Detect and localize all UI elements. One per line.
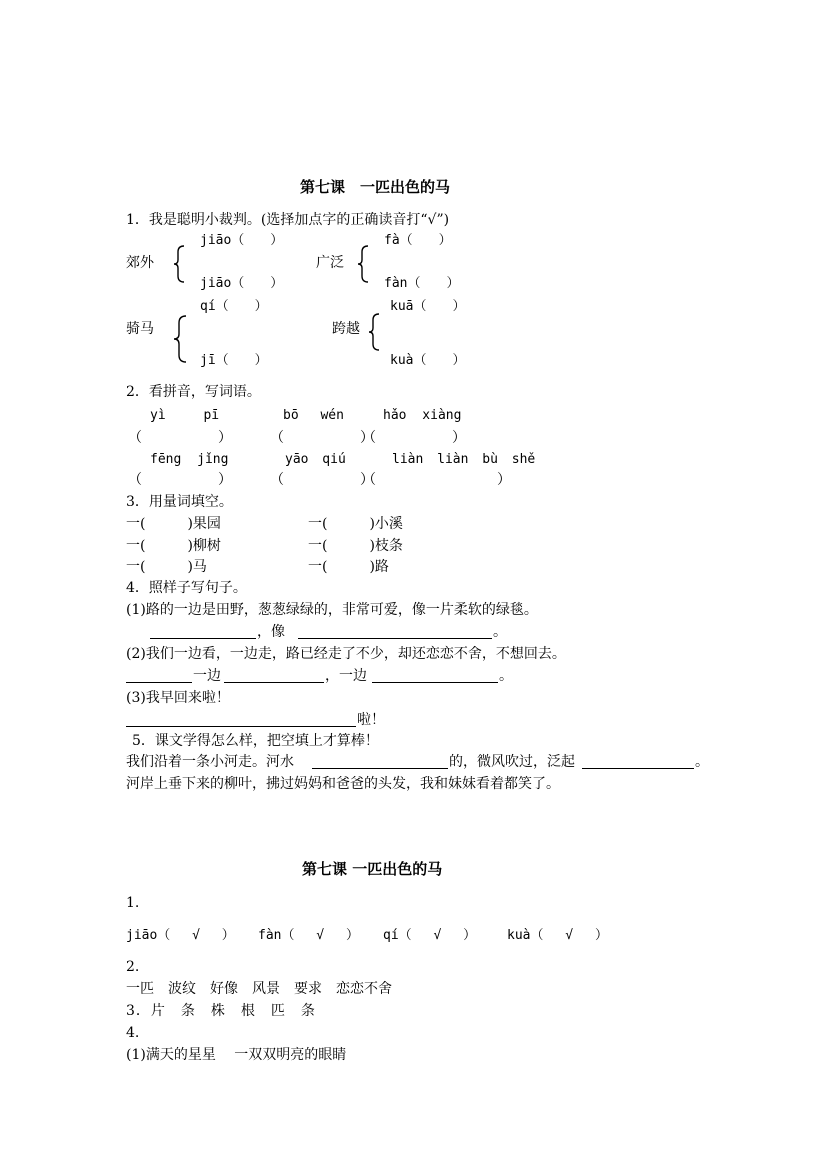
- q4-s1-blank-b[interactable]: [298, 638, 492, 639]
- q1-pair1-word: 郊外: [126, 255, 154, 271]
- q3-prompt: 3．用量词填空。: [126, 494, 233, 510]
- q5-blank-1[interactable]: [312, 768, 448, 769]
- q1-pair2-brace-icon: [356, 244, 372, 284]
- q4-s2-blank-a[interactable]: [126, 682, 192, 683]
- q4-s3-blank[interactable]: [126, 726, 356, 727]
- q2-row2-pinyin-2: yāo qiú: [285, 452, 346, 467]
- q3-item-1: 一( )果园: [126, 516, 221, 532]
- answer-1-item-3: qí（ √ ）: [383, 928, 477, 943]
- q1-pair4-brace-icon: [367, 312, 383, 352]
- q2-row2-box-2: （ ）: [270, 472, 375, 488]
- q4-s3-fill: 啦！: [357, 712, 385, 728]
- q2-prompt: 2．看拼音，写词语。: [126, 384, 261, 400]
- q2-row1-pinyin-1: yì pī: [150, 408, 220, 423]
- answer-1-item-2: fàn（ √ ）: [258, 928, 359, 943]
- q4-s1-blank-a[interactable]: [150, 638, 256, 639]
- q1-prompt: 1．我是聪明小裁判。(选择加点字的正确读音打“√”): [126, 212, 450, 228]
- q1-pair1-option-a: jiāo（ ）: [200, 233, 284, 248]
- page-title: 第七课 一匹出色的马: [300, 178, 451, 196]
- answer-1-label: 1.: [126, 895, 140, 911]
- q5-line1-b: 的，微风吹过，泛起: [449, 754, 575, 770]
- q2-row2-pinyin-1: fēng jǐng: [150, 452, 229, 467]
- answer-1-item-4: kuà（ √ ）: [507, 928, 608, 943]
- answer-4-label: 4.: [126, 1025, 140, 1041]
- q3-item-2: 一( )小溪: [308, 516, 403, 532]
- answer-2-text: 一匹 波纹 好像 风景 要求 恋恋不舍: [126, 981, 392, 997]
- q1-pair3-option-b: jī（ ）: [200, 353, 268, 368]
- q4-s2-blank-b[interactable]: [224, 682, 324, 683]
- q1-pair3-word: 骑马: [126, 321, 154, 337]
- q4-s2-fill-c: 。: [499, 668, 513, 684]
- q5-line2: 河岸上垂下来的柳叶，拂过妈妈和爸爸的头发，我和妹妹看着都笑了。: [126, 776, 560, 792]
- q4-prompt: 4．照样子写句子。: [126, 580, 247, 596]
- q5-line1-a: 我们沿着一条小河走。河水: [126, 754, 294, 770]
- q1-pair4-option-b: kuà（ ）: [390, 353, 466, 368]
- answers-title: 第七课 一匹出色的马: [302, 860, 443, 878]
- answer-3-text: 3．片 条 株 根 匹 条: [126, 1003, 316, 1019]
- q3-item-3: 一( )柳树: [126, 538, 221, 554]
- q2-row1-box-2: （ ）: [270, 430, 375, 446]
- q5-prompt: 5．课文学得怎么样，把空填上才算棒！: [132, 733, 379, 749]
- q2-row2-pinyin-3: liàn liàn bù shě: [392, 452, 536, 467]
- q4-s1-fill-b: 。: [493, 624, 507, 640]
- q3-item-4: 一( )枝条: [308, 538, 403, 554]
- q4-s2-fill-b: ，一边: [325, 668, 367, 684]
- q4-s1-fill-a: ，像: [257, 624, 285, 640]
- q1-pair1-option-b: jiāo（ ）: [200, 276, 284, 291]
- q1-pair4-word: 跨越: [332, 321, 360, 337]
- q4-sentence-3: (3)我早回来啦！: [126, 690, 230, 706]
- q4-s2-blank-c[interactable]: [372, 682, 498, 683]
- q1-pair2-option-a: fà（ ）: [384, 233, 452, 248]
- q1-pair3-brace-icon: [172, 314, 190, 364]
- q5-line1-c: 。: [695, 754, 709, 770]
- q3-item-5: 一( )马: [126, 559, 207, 575]
- q5-blank-2[interactable]: [582, 768, 694, 769]
- q2-row2-box-1: （ ）: [128, 472, 233, 488]
- q4-s2-fill-a: 一边: [193, 668, 221, 684]
- answer-4-text: (1)满天的星星 一双双明亮的眼睛: [126, 1047, 347, 1063]
- q1-pair2-option-b: fàn（ ）: [384, 276, 460, 291]
- q2-row1-pinyin-3: hǎo xiàng: [383, 408, 462, 423]
- q4-sentence-1: (1)路的一边是田野，葱葱绿绿的，非常可爱，像一片柔软的绿毯。: [126, 602, 538, 618]
- answer-1-item-1: jiāo（ √ ）: [126, 928, 235, 943]
- q2-row1-pinyin-2: bō wén: [283, 408, 344, 423]
- q4-sentence-2: (2)我们一边看，一边走，路已经走了不少，却还恋恋不舍，不想回去。: [126, 646, 566, 662]
- q1-pair4-option-a: kuā（ ）: [390, 299, 466, 314]
- q1-pair2-word: 广泛: [316, 255, 344, 271]
- answer-2-label: 2.: [126, 959, 140, 975]
- q2-row2-box-3: （ ）: [362, 472, 512, 488]
- q2-row1-box-1: （ ）: [128, 430, 233, 446]
- q1-pair3-option-a: qí（ ）: [200, 299, 268, 314]
- q1-pair1-brace-icon: [172, 244, 188, 284]
- q2-row1-box-3: （ ）: [362, 430, 467, 446]
- q3-item-6: 一( )路: [308, 559, 389, 575]
